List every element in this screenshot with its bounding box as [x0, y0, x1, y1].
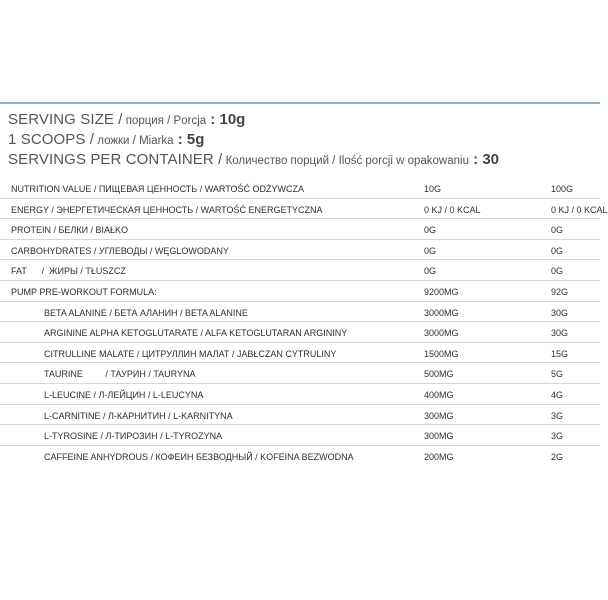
table-row — [0, 239, 600, 260]
row-value-10g: 500MG — [424, 369, 454, 380]
servings-value: : 30 — [468, 151, 499, 168]
row-name: BETA ALANINE / БЕТА АЛАНИН / BETA ALANINE — [44, 307, 248, 318]
row-name: CARBOHYDRATES / УГЛЕВОДЫ / WĘGLOWODANY — [11, 245, 229, 256]
row-value-100g: 3G — [551, 410, 564, 421]
row-name: L-TYROSINE / Л-ТИРОЗИН / L-TYROZYNA — [44, 431, 223, 442]
servings-per-container-line — [8, 150, 598, 170]
row-name: ARGININE ALPHA KETOGLUTARATE / ALFA KETOGLUTARAN ARGININY — [44, 328, 348, 339]
row-value-100g: 0 KJ / 0 KCAL — [551, 204, 608, 215]
header-100g: 100G — [551, 184, 574, 194]
table-row — [0, 445, 600, 466]
table-row — [0, 301, 600, 322]
serving-info — [8, 110, 598, 170]
row-name: PUMP PRE-WORKOUT FORMULA: — [11, 286, 157, 297]
nutrition-table — [0, 178, 608, 465]
header-10g: 10G — [424, 184, 442, 194]
row-name: L-CARNITINE / Л-КАРНИТИН / L-KARNITYNA — [44, 410, 233, 421]
top-divider — [0, 102, 600, 104]
row-value-100g: 0G — [551, 225, 564, 236]
row-name: TAURINE / ТАУРИН / TAURYNA — [44, 369, 196, 380]
row-value-10g: 3000MG — [424, 307, 459, 318]
row-value-100g: 0G — [551, 245, 564, 256]
row-value-100g: 4G — [551, 389, 564, 400]
table-row — [0, 259, 600, 280]
row-name: FAT / ЖИРЫ / TŁUSZCZ — [11, 266, 126, 277]
table-row — [0, 218, 600, 239]
row-value-10g: 0G — [424, 225, 437, 236]
table-row — [0, 404, 600, 425]
row-value-10g: 0G — [424, 245, 437, 256]
scoops-translation: ложки / Miarka — [94, 135, 174, 147]
servings-label: SERVINGS PER CONTAINER / — [8, 151, 223, 168]
table-row — [0, 342, 600, 363]
row-value-100g: 5G — [551, 369, 564, 380]
row-name: L-LEUCINE / Л-ЛЕЙЦИН / L-LEUCYNA — [44, 389, 204, 400]
table-row — [0, 280, 600, 301]
scoops-value: : 5g — [173, 131, 205, 148]
scoops-label: 1 SCOOPS / — [8, 131, 95, 148]
row-name: CITRULLINE MALATE / ЦИТРУЛЛИН МАЛАТ / JABŁCZAN CYTRULINY — [44, 348, 337, 359]
row-value-100g: 3G — [551, 431, 564, 442]
row-value-10g: 300MG — [424, 410, 454, 421]
table-header-row — [0, 178, 600, 198]
row-value-10g: 200MG — [424, 451, 454, 462]
table-row — [0, 198, 608, 219]
row-value-100g: 2G — [551, 451, 564, 462]
serving-size-value: : 10g — [206, 111, 246, 128]
row-name: ENERGY / ЭНЕРГЕТИЧЕСКАЯ ЦЕННОСТЬ / WARTOŚĆ ENERGETYCZNA — [11, 204, 323, 215]
scoops-line — [8, 130, 598, 150]
table-row — [0, 362, 600, 383]
row-value-10g: 0G — [424, 266, 437, 277]
row-value-100g: 30G — [551, 307, 569, 318]
table-row — [0, 321, 600, 342]
row-value-100g: 92G — [551, 286, 569, 297]
serving-size-line — [8, 110, 598, 130]
row-value-10g: 300MG — [424, 431, 454, 442]
row-value-10g: 400MG — [424, 389, 454, 400]
servings-translation: Количество порций / Ilość porcji w opakowaniu — [222, 155, 469, 167]
row-value-100g: 15G — [551, 348, 569, 359]
row-value-100g: 0G — [551, 266, 564, 277]
serving-size-label: SERVING SIZE / — [8, 111, 123, 128]
row-value-100g: 30G — [551, 328, 569, 339]
header-name: NUTRITION VALUE / ПИЩЕВАЯ ЦЕННОСТЬ / WARTOŚĆ ODŻYWCZA — [11, 184, 305, 194]
row-value-10g: 1500MG — [424, 348, 459, 359]
row-value-10g: 0 KJ / 0 KCAL — [424, 204, 481, 215]
table-row — [0, 424, 600, 445]
row-name: PROTEIN / БЕЛКИ / BIAŁKO — [11, 225, 129, 236]
table-row — [0, 383, 600, 404]
row-value-10g: 3000MG — [424, 328, 459, 339]
row-value-10g: 9200MG — [424, 286, 459, 297]
serving-size-translation: порция / Porcja — [122, 115, 207, 127]
row-name: CAFFEINE ANHYDROUS / КОФЕИН БЕЗВОДНЫЙ / KOFEINA BEZWODNA — [44, 451, 354, 462]
